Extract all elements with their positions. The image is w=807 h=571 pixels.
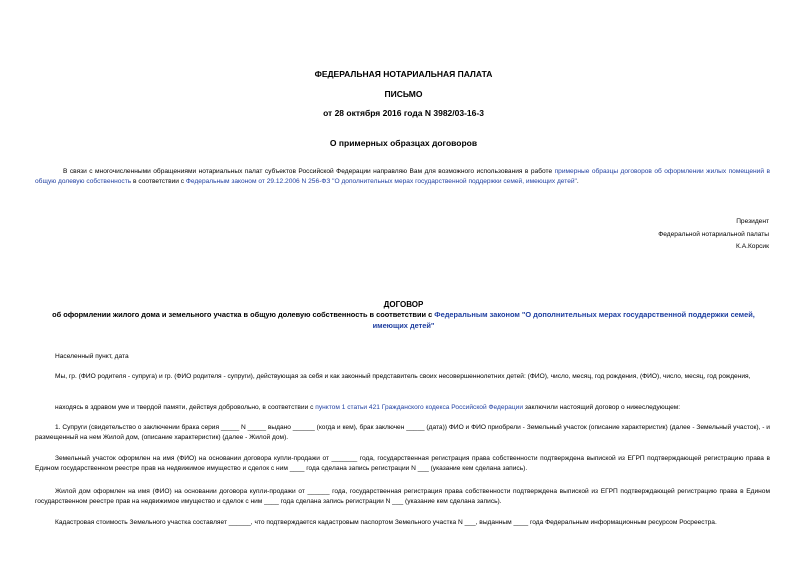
- contract-subtitle-text: об оформлении жилого дома и земельного участка в общую долевую собственность в соответствии с: [52, 310, 435, 319]
- parties-paragraph: Мы, гр. (ФИО родителя - супруга) и гр. (ФИО родителя - супруги), действующая за себя и как законный представитель своих несовершеннолетних детей: (ФИО), число, месяц, год рождения, (ФИО), число, месяц, год рождения,: [55, 373, 751, 380]
- federal-law-link[interactable]: Федеральным законом от 29.12.2006 N 256-ФЗ "О дополнительных мерах государственной поддержки семей, имеющих детей": [185, 178, 577, 185]
- signature-organization: Федеральной нотариальной палаты: [658, 230, 769, 238]
- clause-1: 1. Супруги (свидетельство о заключении брака серия _____ N _____ выдано ______ (когда и кем), брак заключен _____ (дата)) ФИО и ФИО приобрели - Земельный участок (описание характеристик) (далее - Земельный участок), - и размещенный на нем Жилой дом, (описание характеристик) (далее - Жилой дом).: [35, 424, 770, 441]
- subject: О примерных образцах договоров: [329, 138, 478, 148]
- sound-mind-text-2: заключили настоящий договор о нижеследующем:: [523, 404, 681, 411]
- doc-type: ПИСЬМО: [384, 89, 423, 99]
- signature-position: Президент: [736, 218, 769, 225]
- sample-contracts-link[interactable]: примерные образцы договоров об оформлении жилых помещений в общую долевую собственность: [35, 168, 770, 185]
- contract-subtitle: [40, 310, 767, 331]
- contract-title: ДОГОВОР: [383, 300, 424, 309]
- letter-text-1: В связи с многочисленными обращениями нотариальных палат субъектов Российской Федерации направляю Вам для возможного использования в работе: [63, 168, 555, 175]
- clause-land-plot: Земельный участок оформлен на имя (ФИО) на основании договора купли-продажи от _______ года, государственная регистрация права собственности подтверждена выпиской из ЕГРП подтверждающей регистрацию права в Едином государственном реестре прав на недвижимое имущество и сделок с ним ____ года сделана запись регистрации N ___ (указание кем сделана запись).: [35, 455, 770, 472]
- sound-mind-text-1: находясь в здравом уме и твердой памяти, действуя добровольно, в соответствии с: [55, 404, 316, 411]
- letter-paragraph: [35, 167, 770, 187]
- org-title: ФЕДЕРАЛЬНАЯ НОТАРИАЛЬНАЯ ПАЛАТА: [314, 69, 493, 79]
- clause-cadastral-value: Кадастровая стоимость Земельного участка составляет ______, что подтверждается кадастровым паспортом Земельного участка N ___, выданным ____ года Федеральным информационным ресурсом Росреестра.: [55, 519, 717, 526]
- signature-block: [658, 216, 769, 254]
- place-date: Населенный пункт, дата: [55, 353, 129, 360]
- civil-code-link[interactable]: пунктом 1 статьи 421 Гражданского кодекса Российской Федерации: [315, 404, 523, 411]
- letter-text-2: в соответствии с: [131, 178, 186, 185]
- letter-text-3: .: [576, 178, 579, 185]
- signature-name: К.А.Корсик: [736, 243, 769, 250]
- sound-mind-paragraph: [35, 403, 770, 413]
- clause-house: Жилой дом оформлен на имя (ФИО) на основании договора купли-продажи от ______ года, государственная регистрация права собственности подтверждена выпиской из ЕГРП подтверждающей регистрацию права в Едином государственном реестре прав на недвижимое имущество и сделок с ним ____ года сделана запись регистрации N ___ (указание кем сделана запись).: [35, 488, 770, 505]
- contract-law-link[interactable]: Федеральным законом "О дополнительных мерах государственной поддержки семей, имеющих детей": [372, 310, 755, 330]
- date-line: от 28 октября 2016 года N 3982/03-16-3: [323, 108, 484, 118]
